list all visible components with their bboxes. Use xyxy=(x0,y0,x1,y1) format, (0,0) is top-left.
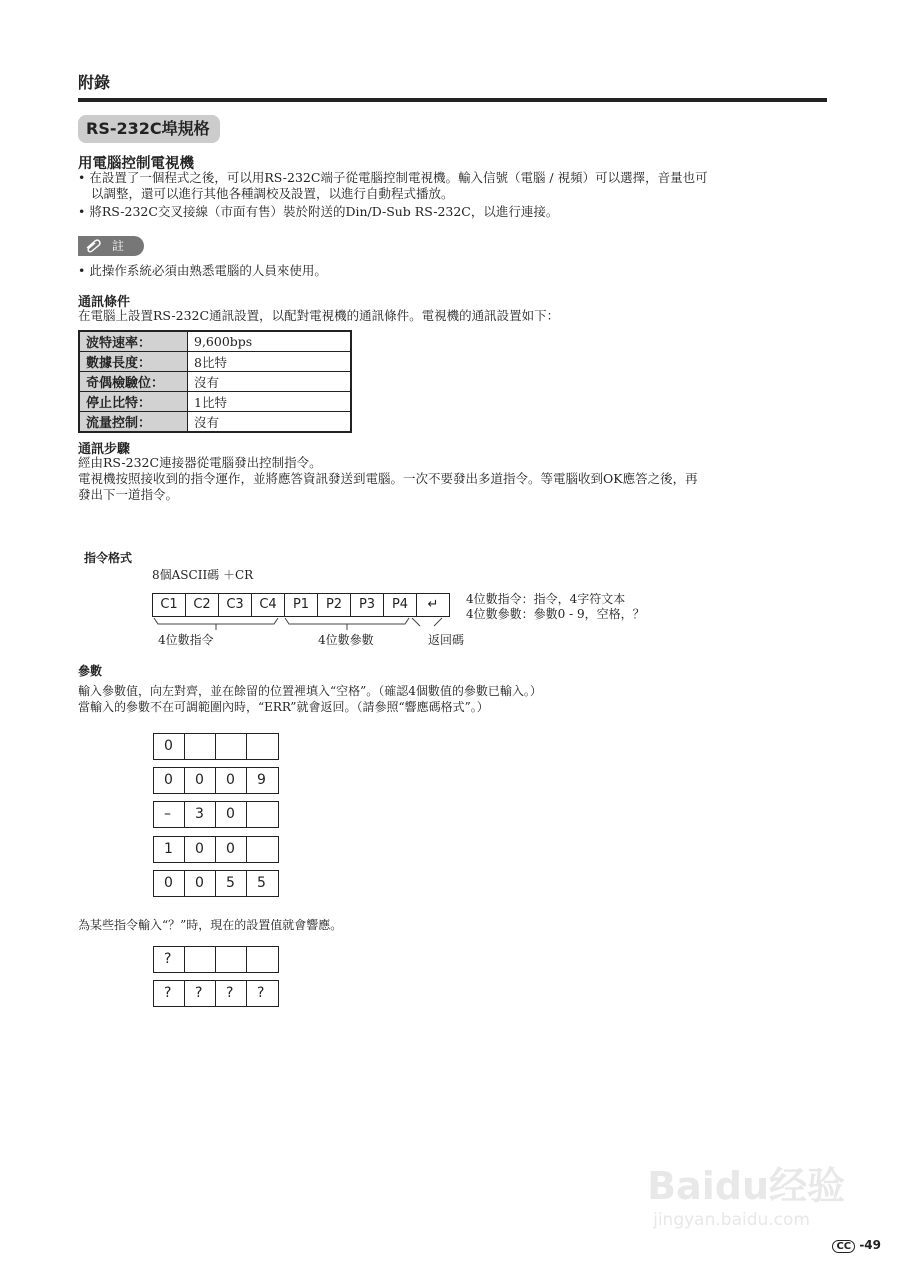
note-text: • 此操作系統必須由熟悉電腦的人員來使用。 xyxy=(78,263,327,278)
param-cell: ? xyxy=(154,947,185,972)
param-cell xyxy=(185,947,216,972)
condition-value: 9,600bps xyxy=(188,331,352,352)
bullet-dot: • xyxy=(78,263,90,278)
param-cell xyxy=(216,734,247,759)
param-cell: 0 xyxy=(185,871,216,896)
cmd-cell: P3 xyxy=(351,594,384,616)
cmd-cell: P1 xyxy=(285,594,318,616)
params-text: 輸入參數值，向左對齊，並在餘留的位置裡填入“空格”。（確認4個數值的參數已輸入。） 當輸入的參數不在可調範圍內時，“ERR”就會返回。（請參照“響應碼格式”。） xyxy=(78,684,542,714)
header-rule xyxy=(78,98,827,102)
query-example-grid xyxy=(153,946,279,973)
comm-steps-title: 通訊步驟 xyxy=(78,442,131,457)
bullet-dot: • xyxy=(78,170,90,185)
param-cell: 3 xyxy=(185,802,216,827)
param-cell: ? xyxy=(257,985,265,1001)
bullet-dot: • xyxy=(78,204,90,219)
param-example-grid xyxy=(153,767,279,794)
param-cell: 1 xyxy=(154,837,185,862)
param-example-grid xyxy=(153,801,279,828)
comm-conditions-title: 通訊條件 xyxy=(78,295,131,310)
param-cell: 0 xyxy=(216,768,247,793)
cmd-cell: C4 xyxy=(252,594,285,616)
condition-value: 沒有 xyxy=(188,412,352,433)
param-cell xyxy=(185,734,216,759)
condition-key: 停止比特： xyxy=(79,392,188,412)
param-cell: 5 xyxy=(216,871,247,896)
cmd-format-top-label: 8個ASCII碼 ＋CR xyxy=(152,568,254,582)
param-example-grid xyxy=(153,836,279,863)
command-format-boxes xyxy=(152,593,450,617)
condition-key: 波特速率： xyxy=(79,331,188,352)
return-key-icon: ↵ xyxy=(427,597,439,612)
param-example-grid xyxy=(153,733,279,760)
param-cell xyxy=(247,802,278,827)
param-cell: ? xyxy=(154,981,185,1006)
condition-key: 流量控制： xyxy=(79,412,188,433)
condition-key: 奇偶檢驗位： xyxy=(79,372,188,392)
paperclip-icon xyxy=(84,239,102,259)
param-cell: 0 xyxy=(185,837,216,862)
condition-key: 數據長度： xyxy=(79,352,188,372)
query-text: 為某些指令輸入“？”時，現在的設置值就會響應。 xyxy=(78,918,343,932)
page-footer xyxy=(832,1238,881,1252)
watermark: Baidu经验 jingyan.baidu.com xyxy=(647,1164,845,1230)
language-badge: CC xyxy=(832,1240,855,1253)
cmd-label: 4位數指令 xyxy=(158,633,214,647)
condition-value: 8比特 xyxy=(188,352,352,372)
param-cell: 9 xyxy=(257,772,266,788)
table-row xyxy=(79,372,351,392)
condition-value: 1比特 xyxy=(188,392,352,412)
cmd-cell: C3 xyxy=(219,594,252,616)
cmd-side-note-2: 4位數參數：參數0 - 9，空格，？ xyxy=(466,607,645,621)
param-example-grid xyxy=(153,870,279,897)
table-row xyxy=(79,412,351,433)
param-cell xyxy=(247,947,278,972)
section-header: 附錄 xyxy=(78,73,111,92)
cmd-cell: C2 xyxy=(186,594,219,616)
param-cell: 0 xyxy=(154,871,185,896)
param-label: 4位數參數 xyxy=(318,633,374,647)
note-label: 註 xyxy=(112,239,125,253)
comm-conditions-desc: 在電腦上設置RS-232C通訊設置，以配對電視機的通訊條件。電視機的通訊設置如下： xyxy=(78,308,560,323)
param-cell xyxy=(247,734,278,759)
cmd-cell: P2 xyxy=(318,594,351,616)
query-example-grid xyxy=(153,980,279,1007)
cmd-side-note-1: 4位數指令：指令，4字符文本 xyxy=(466,592,626,606)
param-cell: 0 xyxy=(154,734,185,759)
table-row xyxy=(79,331,351,352)
cmd-format-title: 指令格式 xyxy=(84,551,133,565)
params-title: 參數 xyxy=(78,664,103,678)
page-number: -49 xyxy=(859,1238,881,1252)
param-cell: 0 xyxy=(154,768,185,793)
param-cell: – xyxy=(154,802,185,827)
pc-control-bullet-1: • 在設置了一個程式之後，可以用RS-232C端子從電腦控制電視機。輸入信號（電腦 / 視頻）可以選擇，音量也可 以調整，還可以進行其他各種調校及設置，以進行自動程式播放。 xyxy=(78,170,708,201)
cmd-cell: C1 xyxy=(153,594,186,616)
comm-steps-text: 經由RS-232C連接器從電腦發出控制指令。 電視機按照接收到的指令運作，並將應答資訊發送到電腦。一次不要發出多道指令。等電腦收到OK應答之後，再 發出下一道指令。 xyxy=(78,455,698,502)
param-cell: ? xyxy=(216,981,247,1006)
param-cell: ? xyxy=(185,981,216,1006)
pc-control-bullet-2: • 將RS-232C交叉接線（市面有售）裝於附送的Din/D-Sub RS-232C，以進行連接。 xyxy=(78,204,559,219)
table-row xyxy=(79,392,351,412)
param-cell: 0 xyxy=(185,768,216,793)
comm-conditions-table xyxy=(78,330,352,433)
table-row xyxy=(79,352,351,372)
section-pill: RS-232C埠規格 xyxy=(78,115,220,143)
cmd-cell: P4 xyxy=(384,594,417,616)
param-cell xyxy=(216,947,247,972)
param-cell: 0 xyxy=(216,837,247,862)
return-label: 返回碼 xyxy=(428,633,465,647)
note-badge xyxy=(78,236,144,256)
pc-control-title: 用電腦控制電視機 xyxy=(78,156,194,172)
param-cell: 0 xyxy=(216,802,247,827)
condition-value: 沒有 xyxy=(188,372,352,392)
param-cell xyxy=(247,837,278,862)
param-cell: 5 xyxy=(257,875,266,891)
